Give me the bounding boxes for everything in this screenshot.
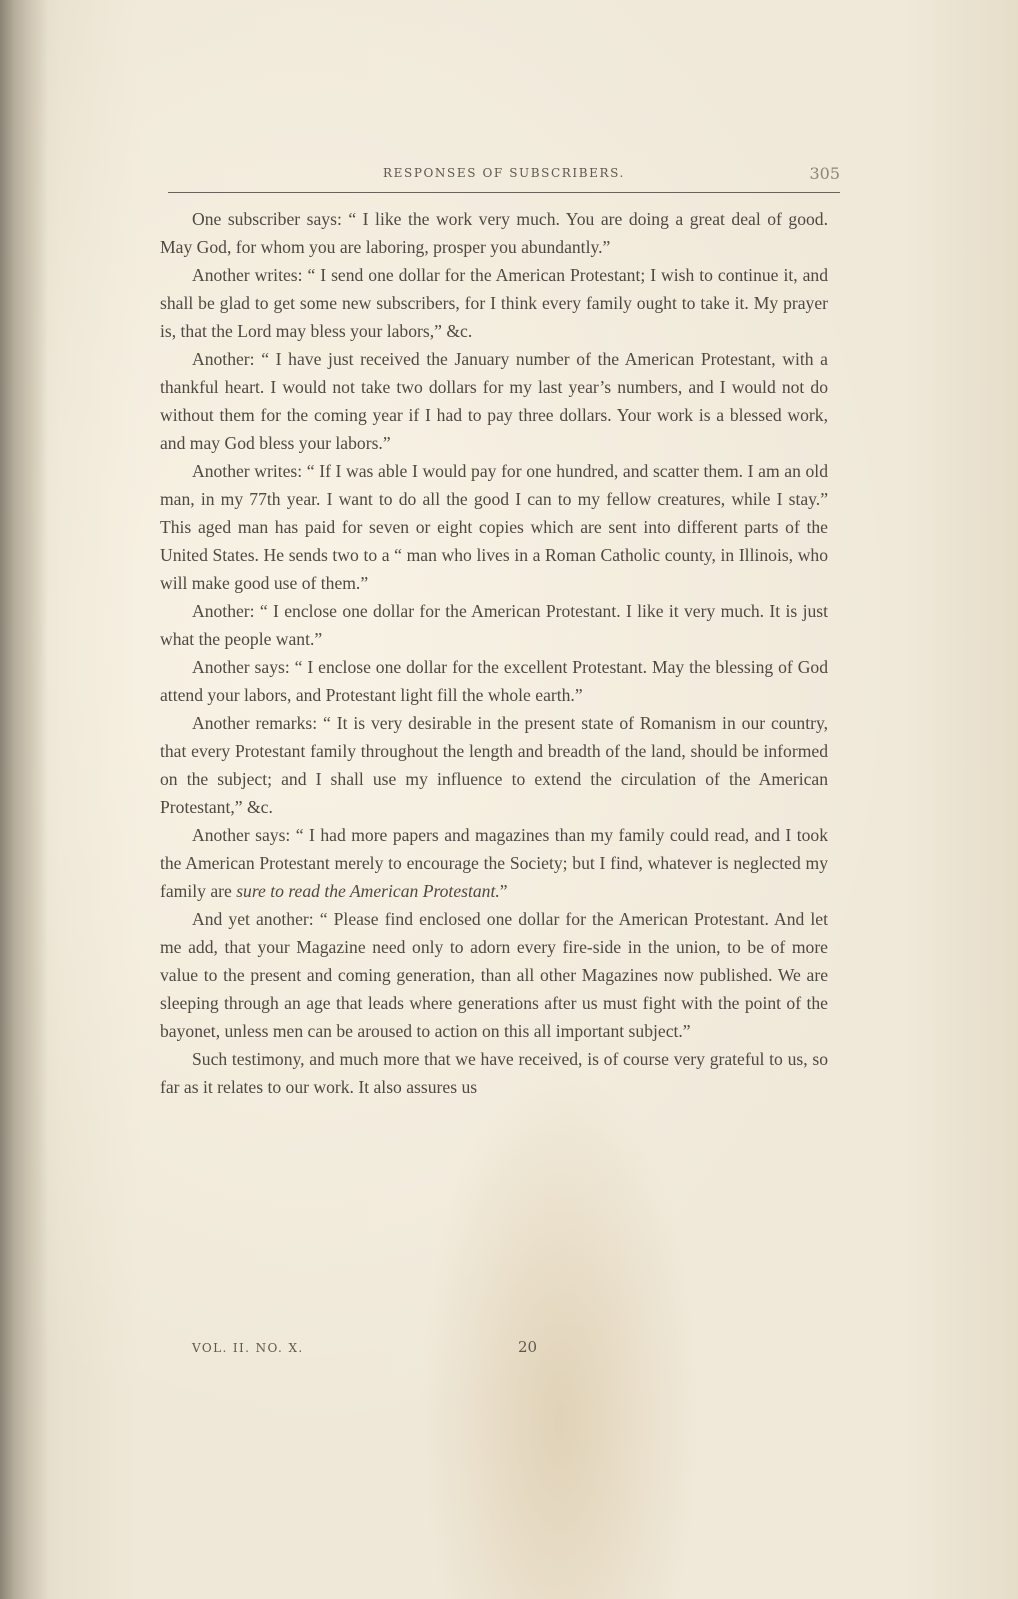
- paragraph-8-italic: sure to read the American Protestant.: [236, 881, 500, 901]
- body-text: [160, 205, 828, 1101]
- signature-mark: VOL. II. NO. X.: [192, 1341, 304, 1355]
- paragraph-9: And yet another: “ Please find enclosed one dollar for the American Protestant. And let me add, that your Magazine need only to adorn every fire-side in the union, to be of more value to the present and coming generation, than all other Magazines now published. We are sleeping through an age that leads where generations after us must fight with the point of the bayonet, unless men can be aroused to action on this all important subject.”: [160, 909, 828, 1041]
- running-head: [168, 162, 840, 193]
- paragraph-8-text: Another says: “ I had more papers and magazines than my family could read, and I took the American Protestant merely to encourage the Society; but I find, whatever is neglected my family are: [160, 825, 828, 901]
- page-footer: [192, 1338, 832, 1358]
- book-spine-shadow: [0, 0, 48, 1599]
- sheet-number: 20: [518, 1338, 538, 1356]
- page-number: 305: [809, 164, 840, 183]
- paragraph-5: Another: “ I enclose one dollar for the American Protestant. I like it very much. It is just what the people want.”: [160, 601, 828, 649]
- paragraph-2: Another writes: “ I send one dollar for the American Protestant; I wish to continue it, and shall be glad to get some new subscribers, for I think every family ought to take it. My prayer is, that the Lord may bless your labors,” &c.: [160, 265, 828, 341]
- paragraph-6: Another says: “ I enclose one dollar for the excellent Protestant. May the blessing of God attend your labors, and Protestant light fill the whole earth.”: [160, 657, 828, 705]
- paragraph-10: Such testimony, and much more that we have received, is of course very grateful to us, so far as it relates to our work. It also assures us: [160, 1049, 828, 1097]
- paragraph-3: Another: “ I have just received the January number of the American Protestant, with a thankful heart. I would not take two dollars for my last year’s numbers, and I would not do without them for the coming year if I had to pay three dollars. Your work is a blessed work, and may God bless your labors.”: [160, 349, 828, 453]
- paragraph-7: Another remarks: “ It is very desirable in the present state of Romanism in our country, that every Protestant family throughout the length and breadth of the land, should be informed on the subject; and I shall use my influence to extend the circulation of the American Protestant,” &c.: [160, 713, 828, 817]
- running-title: RESPONSES OF SUBSCRIBERS.: [383, 166, 625, 180]
- paragraph-8: [160, 821, 828, 905]
- paragraph-1: One subscriber says: “ I like the work very much. You are doing a great deal of good. May God, for whom you are laboring, prosper you abundantly.”: [160, 209, 828, 257]
- paragraph-8-close-quote: ”: [499, 881, 508, 901]
- paragraph-4: Another writes: “ If I was able I would pay for one hundred, and scatter them. I am an old man, in my 77th year. I want to do all the good I can to my fellow creatures, while I stay.” This aged man has paid for seven or eight copies which are sent into different parts of the United States. He sends two to a “ man who lives in a Roman Catholic county, in Illinois, who will make good use of them.”: [160, 461, 828, 593]
